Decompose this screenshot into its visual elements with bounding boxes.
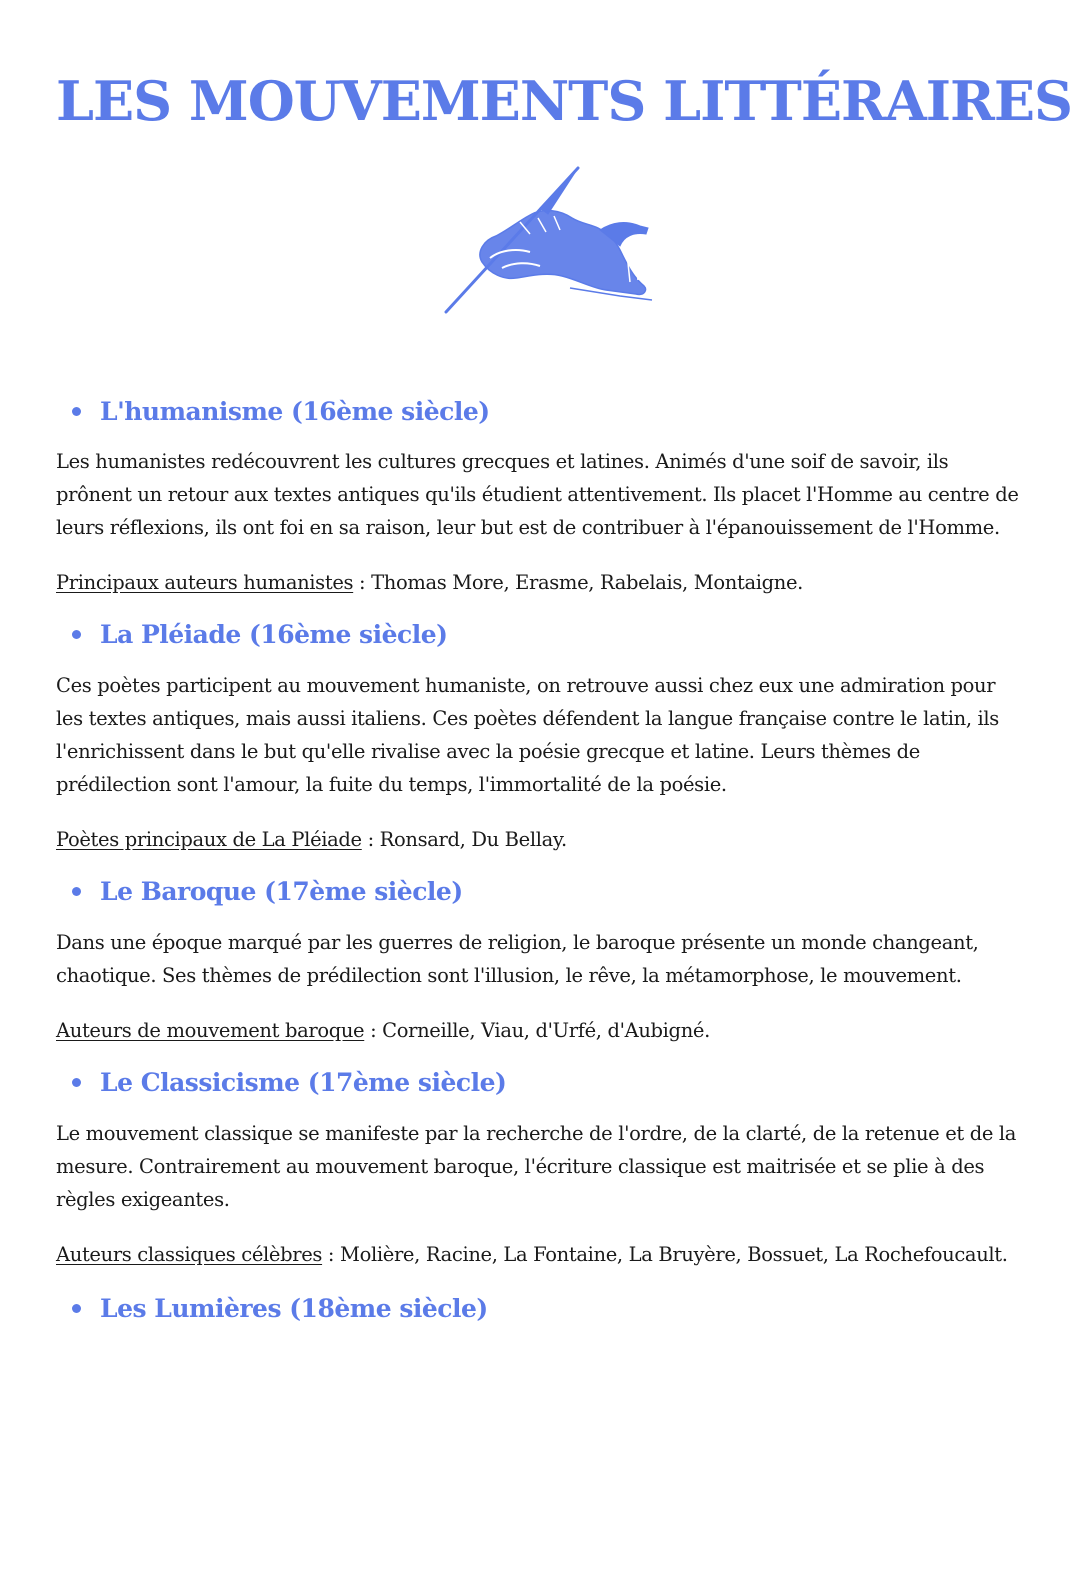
bullet-icon — [72, 1078, 81, 1087]
bullet-icon — [72, 1304, 81, 1313]
authors-list: : Molière, Racine, La Fontaine, La Bruyère, Bossuet, La Rochefoucault. — [322, 1243, 1008, 1266]
section-heading — [56, 868, 1024, 914]
section-heading — [56, 611, 1024, 657]
section-heading-text: L'humanisme (16ème siècle) — [100, 396, 490, 426]
section-classicisme — [56, 1059, 1024, 1271]
section-heading-text: Les Lumières (18ème siècle) — [100, 1293, 488, 1323]
section-authors — [56, 1014, 1024, 1047]
section-authors — [56, 823, 1024, 856]
section-heading-text: Le Classicisme (17ème siècle) — [100, 1067, 507, 1097]
section-humanisme — [56, 388, 1024, 599]
section-authors — [56, 566, 1024, 599]
section-heading-text: Le Baroque (17ème siècle) — [100, 876, 463, 906]
authors-list: : Ronsard, Du Bellay. — [361, 828, 567, 851]
authors-list: : Corneille, Viau, d'Urfé, d'Aubigné. — [364, 1019, 710, 1042]
bullet-icon — [72, 887, 81, 896]
section-authors — [56, 1238, 1024, 1271]
section-heading-text: La Pléiade (16ème siècle) — [100, 619, 448, 649]
authors-label: Auteurs de mouvement baroque — [56, 1019, 365, 1042]
page-title: LES MOUVEMENTS LITTÉRAIRES — [56, 69, 1073, 133]
bullet-icon — [72, 407, 81, 416]
authors-label: Poètes principaux de La Pléiade — [56, 828, 362, 851]
section-heading — [56, 1285, 1024, 1331]
section-paragraph: Ces poètes participent au mouvement humaniste, on retrouve aussi chez eux une admiration pour les textes antiques, mais aussi italiens. Ces poètes défendent la langue française contre le latin, ils l'enrichissent dans le but qu'elle rivalise avec la poésie grecque et latine. Leurs thèmes de prédilection sont l'amour, la fuite du temps, l'immortalité de la poésie. — [56, 674, 999, 796]
hand-writing-with-quill-icon — [420, 162, 660, 322]
authors-list: : Thomas More, Erasme, Rabelais, Montaigne. — [353, 571, 803, 594]
authors-label: Auteurs classiques célèbres — [56, 1243, 323, 1266]
section-heading — [56, 388, 1024, 434]
section-baroque — [56, 868, 1024, 1047]
bullet-icon — [72, 630, 81, 639]
section-lumieres — [56, 1285, 1024, 1331]
section-heading — [56, 1059, 1024, 1105]
section-pleiade — [56, 611, 1024, 856]
section-paragraph: Les humanistes redécouvrent les cultures grecques et latines. Animés d'une soif de savoir, ils prônent un retour aux textes antiques qu'ils étudient attentivement. Ils placet l'Homme au centre de leurs réflexions, ils ont foi en sa raison, leur but est de contribuer à l'épanouissement de l'Homme. — [56, 450, 1019, 539]
section-paragraph: Dans une époque marqué par les guerres de religion, le baroque présente un monde changeant, chaotique. Ses thèmes de prédilection sont l'illusion, le rêve, la métamorphose, le mouvement. — [56, 931, 979, 987]
section-paragraph: Le mouvement classique se manifeste par la recherche de l'ordre, de la clarté, de la retenue et de la mesure. Contrairement au mouvement baroque, l'écriture classique est maitrisée et se plie à des règles exigeantes. — [56, 1122, 1017, 1211]
authors-label: Principaux auteurs humanistes — [56, 571, 354, 594]
